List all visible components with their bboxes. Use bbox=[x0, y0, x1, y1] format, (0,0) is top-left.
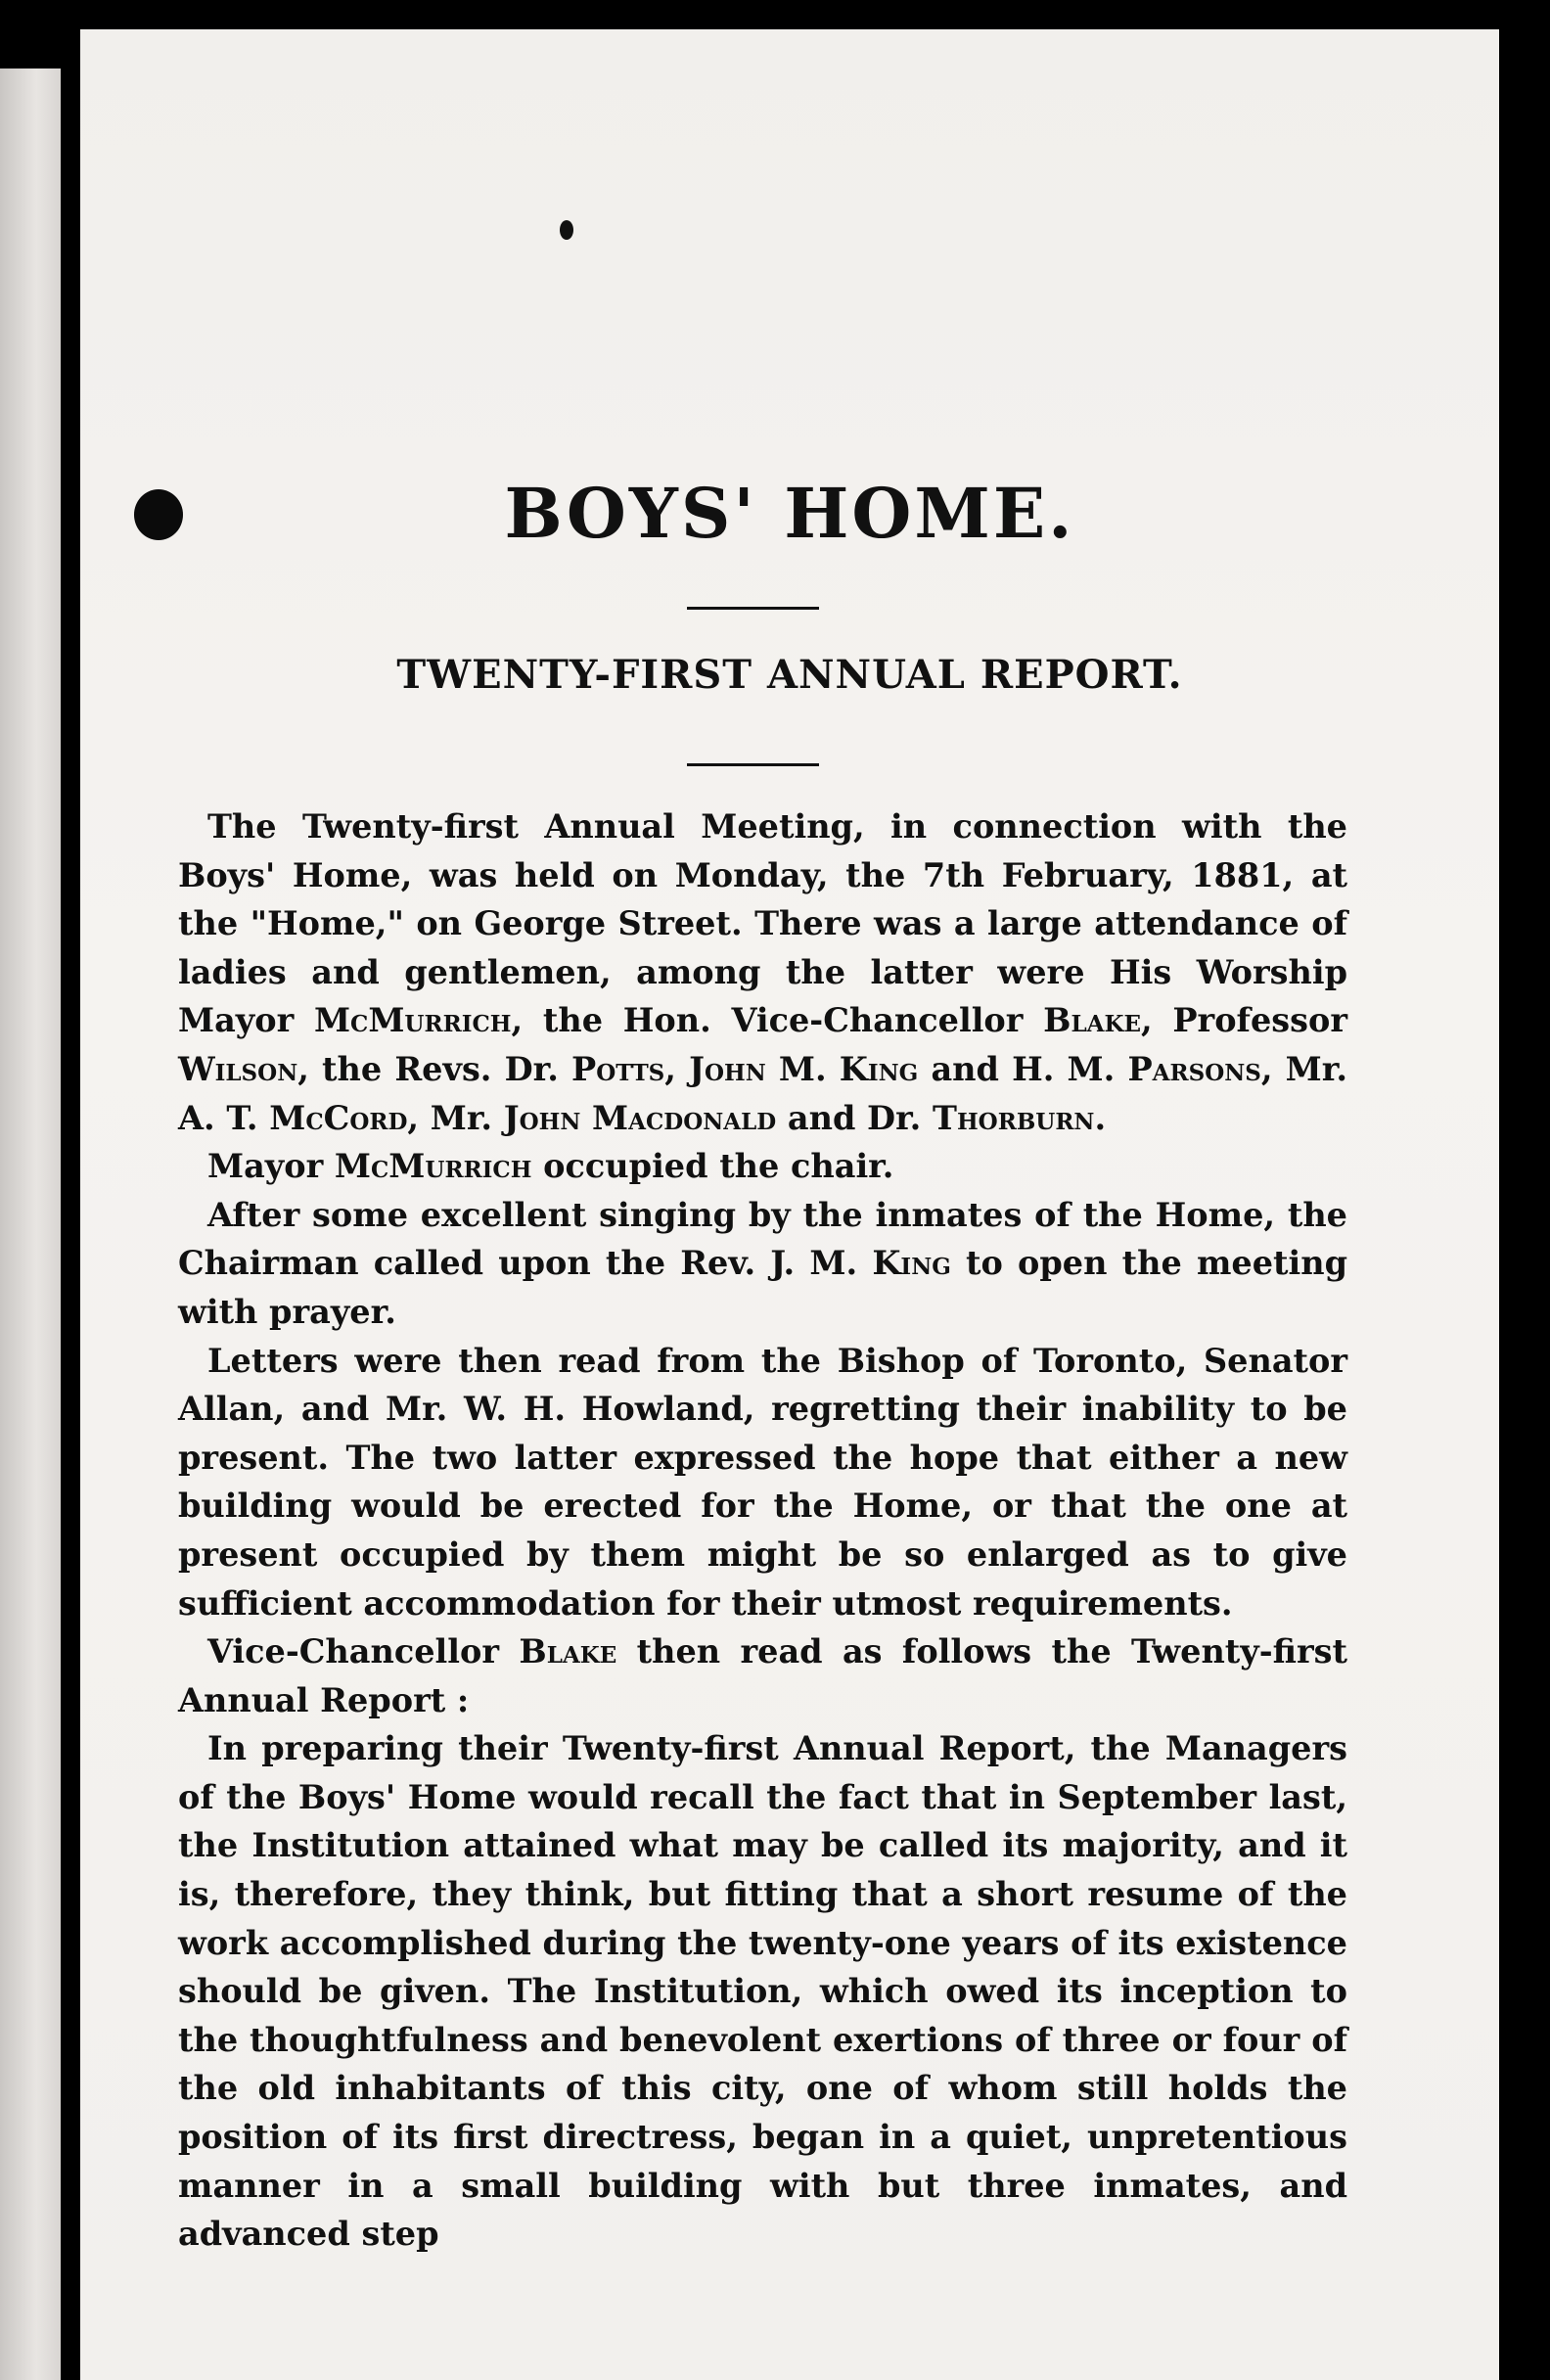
text-run: Vice-Chancellor bbox=[207, 1632, 520, 1671]
text-run: and Dr. bbox=[776, 1098, 934, 1137]
small-caps-name: Parsons bbox=[1127, 1049, 1261, 1088]
text-run: In preparing their Twenty-first Annual Report, the Managers of the Boys' Home would recall the fact that in September last, the Institution attained what may be called its majority, and it is, therefore, they think, but fitting that a short resume of the work accomplished during the twenty-one years of its existence should be given. The Institution, which owed its inception to the thoughtfulness and benevolent exertions of three or four of the old inhabitants of this city, one of whom still holds the position of its first directress, began in a quiet, unpretentious manner in a small building with but three inmates, and advanced step bbox=[178, 1729, 1347, 2254]
report-body bbox=[178, 802, 1347, 2259]
body-paragraph bbox=[178, 1142, 1347, 1191]
small-caps-name: King bbox=[872, 1244, 951, 1283]
text-run: , bbox=[664, 1049, 690, 1088]
document-page bbox=[80, 29, 1499, 2380]
text-run: and H. M. bbox=[918, 1049, 1128, 1088]
text-run: After some excellent singing by the inmates of the Home, the Chairman called upon the Rev. J. M. bbox=[178, 1195, 1347, 1283]
page-title: BOYS' HOME. bbox=[504, 473, 1075, 554]
small-caps-name: McMurrich bbox=[334, 1147, 532, 1186]
text-run: , the Hon. Vice-Chancellor bbox=[511, 1001, 1044, 1040]
text-run: . bbox=[1094, 1098, 1107, 1137]
small-caps-name: Wilson bbox=[178, 1049, 298, 1088]
body-paragraph bbox=[178, 802, 1347, 1142]
small-caps-name: Thorburn bbox=[933, 1098, 1095, 1137]
small-caps-name: Potts bbox=[571, 1049, 665, 1088]
small-caps-name: Blake bbox=[1043, 1001, 1141, 1040]
text-run: , Professor bbox=[1141, 1001, 1347, 1040]
small-caps-name: Blake bbox=[519, 1632, 617, 1671]
body-paragraph bbox=[178, 1337, 1347, 1628]
text-run: , Mr. A. T. bbox=[178, 1049, 1347, 1137]
body-paragraph bbox=[178, 1191, 1347, 1337]
ink-dot bbox=[560, 220, 573, 240]
previous-page-edge bbox=[0, 69, 61, 2380]
body-paragraph bbox=[178, 1627, 1347, 1724]
small-caps-name: John M. King bbox=[689, 1049, 919, 1088]
text-run: Letters were then read from the Bishop of Toronto, Senator Allan, and Mr. W. H. Howland, regretting their inability to be present. The two latter expressed the hope that either a new building would be erected for the Home, or that the one at present occupied by them might be so enlarged as to give sufficient accommodation for their utmost requirements. bbox=[178, 1341, 1347, 1623]
page-subtitle: TWENTY-FIRST ANNUAL REPORT. bbox=[396, 652, 1183, 698]
text-run: The Twenty-first Annual Meeting, in connection with the Boys' Home, was held on Monday, the 7th February, 1881, at the "Home," on George Street. There was a large attendance of ladies and gentlemen, among the latter were His Worship Mayor bbox=[178, 807, 1347, 1040]
text-run: then read as follows the Twenty-first Annual Report : bbox=[178, 1632, 1347, 1719]
small-caps-name: McCord bbox=[269, 1098, 408, 1137]
text-run: , the Revs. Dr. bbox=[297, 1049, 572, 1088]
small-caps-name: McMurrich bbox=[313, 1001, 512, 1040]
small-caps-name: John Macdonald bbox=[503, 1098, 777, 1137]
text-run: occupied the chair. bbox=[531, 1147, 894, 1186]
subtitle-divider bbox=[687, 763, 819, 766]
body-paragraph bbox=[178, 1724, 1347, 2259]
text-run: Mayor bbox=[207, 1147, 335, 1186]
title-divider bbox=[687, 607, 819, 610]
text-run: , Mr. bbox=[407, 1098, 504, 1137]
text-run: to open the meeting with prayer. bbox=[178, 1244, 1347, 1331]
